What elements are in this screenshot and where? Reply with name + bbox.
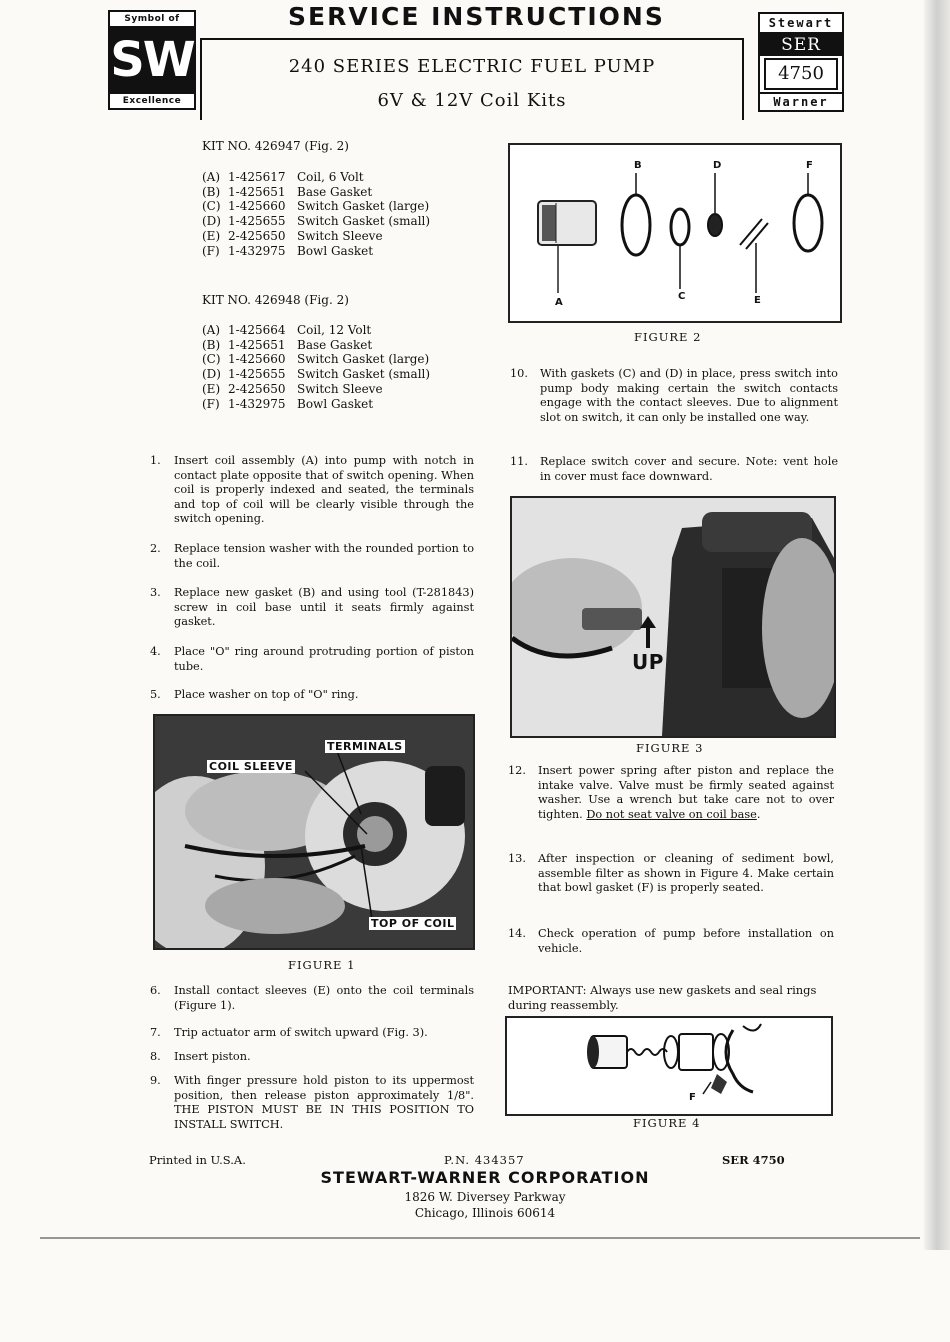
step-7 (150, 1026, 474, 1041)
part-number: 2-425650 (228, 381, 286, 396)
part-number: 1-425660 (228, 199, 286, 214)
part-desc: Switch Sleeve (297, 381, 383, 396)
step-13 (508, 852, 834, 896)
step-text: With finger pressure hold piston to its uppermost position, then release piston approximately 1/8". THE PISTON MUST BE IN THIS POSITION TO INSTALL SWITCH. (174, 1074, 474, 1131)
ser-number-box (758, 12, 844, 112)
step-text: Trip actuator arm of switch upward (Fig. 3). (174, 1026, 428, 1039)
part-desc: Base Gasket (297, 184, 373, 199)
step-number: 10. (510, 367, 528, 380)
company-name: STEWART-WARNER CORPORATION (320, 1168, 650, 1187)
part-letter: (A) (202, 323, 221, 337)
step-number: 14. (508, 927, 526, 940)
logo-bottom-text: Excellence (110, 92, 194, 108)
figure-3-illustration (512, 498, 834, 736)
document-title: 240 SERIES ELECTRIC FUEL PUMP (288, 56, 656, 77)
step-number: 1. (150, 454, 161, 467)
step-12-end: . (756, 807, 761, 821)
label-c: C (678, 291, 686, 302)
step-6 (150, 984, 474, 1013)
step-5 (150, 688, 474, 703)
part-number: 2-425650 (228, 228, 286, 243)
part-number: 1-432975 (228, 396, 286, 411)
kit2-parts-list (202, 323, 430, 411)
label-f: F (689, 1092, 697, 1103)
callout-coil-sleeve: COIL SLEEVE (209, 760, 293, 773)
step-number: 12. (508, 764, 526, 777)
part-letter: (C) (202, 352, 221, 367)
figure-4-illustration (507, 1018, 831, 1114)
parts-row (202, 244, 430, 259)
step-text: Install contact sleeves (E) onto the coil terminals (Figure 1). (174, 984, 474, 1012)
service-title: SERVICE INSTRUCTIONS (288, 2, 665, 31)
part-desc: Switch Gasket (small) (297, 214, 431, 229)
part-desc: Bowl Gasket (297, 243, 374, 258)
ser-box-label: SER (760, 34, 842, 56)
step-10 (510, 367, 838, 425)
parts-row (202, 170, 430, 185)
figure-2-diagram (508, 143, 842, 323)
step-3 (150, 586, 474, 630)
part-number: 1-425664 (228, 323, 286, 337)
part-desc: Switch Gasket (large) (297, 352, 430, 367)
part-letter: (C) (202, 199, 221, 214)
kit2-heading: KIT NO. 426948 (Fig. 2) (202, 293, 349, 307)
parts-row (202, 352, 430, 367)
step-12-warning: Do not seat valve on coil base (586, 807, 757, 821)
step-12-text: Insert power spring after piston and replace the intake valve. Valve must be firmly seated against washer. Use a wrench but take care not to over tighten. (538, 764, 834, 821)
figure-1-illustration (155, 716, 473, 948)
step-text: Place washer on top of "O" ring. (174, 688, 359, 701)
scan-bottom-edge (40, 1237, 920, 1239)
step-text: Place "O" ring around protruding portion of piston tube. (174, 645, 474, 673)
step-text: Check operation of pump before installation on vehicle. (538, 927, 834, 955)
parts-row (202, 397, 430, 412)
part-letter: (F) (202, 243, 220, 258)
callout-terminals: TERMINALS (327, 740, 403, 753)
parts-row (202, 323, 430, 338)
part-letter: (A) (202, 170, 221, 184)
label-a: A (555, 297, 564, 308)
kit1-parts-list (202, 170, 430, 258)
step-11 (510, 455, 838, 484)
company-address-line2: Chicago, Illinois 60614 (414, 1206, 556, 1220)
parts-row (202, 214, 430, 229)
printed-in: Printed in U.S.A. (149, 1153, 246, 1167)
step-text (538, 764, 834, 822)
part-letter: (B) (202, 184, 221, 199)
parts-row (202, 199, 430, 214)
figure-4-diagram (505, 1016, 833, 1116)
part-desc: Switch Gasket (large) (297, 199, 430, 214)
part-desc: Bowl Gasket (297, 396, 374, 411)
part-number: 1-425655 (228, 367, 286, 382)
part-number-footer: P.N. 434357 (444, 1153, 525, 1167)
step-number: 13. (508, 852, 526, 865)
part-letter: (F) (202, 396, 220, 411)
figure-3-caption: FIGURE 3 (636, 741, 704, 755)
step-number: 9. (150, 1074, 161, 1087)
part-letter: (D) (202, 214, 221, 229)
logo-top-text: Symbol of (110, 12, 194, 28)
step-1 (150, 454, 474, 527)
step-text: Insert piston. (174, 1050, 251, 1063)
part-desc: Coil, 12 Volt (297, 323, 372, 337)
ser-footer: SER 4750 (722, 1153, 785, 1167)
figure-3-photo (510, 496, 836, 738)
step-14 (508, 927, 834, 956)
step-number: 5. (150, 688, 161, 701)
step-text: Replace tension washer with the rounded portion to the coil. (174, 542, 474, 570)
figure-4-caption: FIGURE 4 (633, 1116, 701, 1130)
part-letter: (E) (202, 381, 221, 396)
part-number: 1-425651 (228, 184, 286, 199)
figure-2-caption: FIGURE 2 (634, 330, 702, 344)
step-text: Insert coil assembly (A) into pump with notch in contact plate opposite that of switch opening. When coil is properly indexed and seated, the terminals and top of coil will be clearly visible through the switch opening. (174, 454, 474, 526)
sw-logo (108, 10, 196, 110)
logo-mark: SW (110, 28, 194, 92)
parts-row (202, 367, 430, 382)
part-desc: Base Gasket (297, 337, 373, 352)
step-12 (508, 764, 834, 822)
important-note: IMPORTANT: Always use new gaskets and seal rings during reassembly. (508, 983, 817, 1012)
ser-box-brand-top: Stewart (760, 14, 842, 34)
label-d: D (713, 160, 722, 171)
part-number: 1-425655 (228, 214, 286, 229)
step-number: 7. (150, 1026, 161, 1039)
step-number: 6. (150, 984, 161, 997)
ser-box-brand-bottom: Warner (760, 92, 842, 110)
label-b: B (634, 160, 643, 171)
parts-row (202, 338, 430, 353)
part-number: 1-425660 (228, 352, 286, 367)
step-number: 8. (150, 1050, 161, 1063)
document-subtitle: 6V & 12V Coil Kits (377, 90, 567, 111)
part-letter: (B) (202, 337, 221, 352)
step-4 (150, 645, 474, 674)
step-text: After inspection or cleaning of sediment bowl, assemble filter as shown in Figure 4. Make certain that bowl gasket (F) is properly seated. (538, 852, 834, 895)
part-number: 1-425617 (228, 170, 286, 184)
label-e: E (754, 295, 762, 306)
kit1-heading: KIT NO. 426947 (Fig. 2) (202, 139, 349, 153)
scan-edge (924, 0, 950, 1250)
step-number: 2. (150, 542, 161, 555)
figure-2-illustration (510, 145, 840, 321)
part-letter: (E) (202, 228, 221, 243)
figure-1-caption: FIGURE 1 (288, 958, 356, 972)
parts-row (202, 185, 430, 200)
step-8 (150, 1050, 474, 1065)
figure-1-photo (153, 714, 475, 950)
part-number: 1-425651 (228, 337, 286, 352)
step-text: With gaskets (C) and (D) in place, press switch into pump body making certain the switch contacts engage with the contact sleeves. Due to alignment slot on switch, it can only be installed one way. (540, 367, 838, 424)
parts-row (202, 229, 430, 244)
part-desc: Switch Gasket (small) (297, 367, 431, 382)
company-address-line1: 1826 W. Diversey Parkway (404, 1190, 566, 1204)
step-text: Replace new gasket (B) and using tool (T-281843) screw in coil base until it seats firmly against gasket. (174, 586, 474, 629)
callout-top-of-coil: TOP OF COIL (371, 917, 455, 930)
part-desc: Coil, 6 Volt (297, 170, 364, 184)
step-9 (150, 1074, 474, 1132)
parts-row (202, 382, 430, 397)
step-number: 4. (150, 645, 161, 658)
step-text: Replace switch cover and secure. Note: vent hole in cover must face downward. (540, 455, 838, 483)
step-2 (150, 542, 474, 571)
callout-up: UP (632, 650, 664, 674)
step-number: 11. (510, 455, 528, 468)
step-number: 3. (150, 586, 161, 599)
part-letter: (D) (202, 367, 221, 382)
part-desc: Switch Sleeve (297, 228, 383, 243)
part-number: 1-432975 (228, 243, 286, 258)
label-f: F (806, 160, 814, 171)
ser-box-number: 4750 (764, 58, 838, 90)
